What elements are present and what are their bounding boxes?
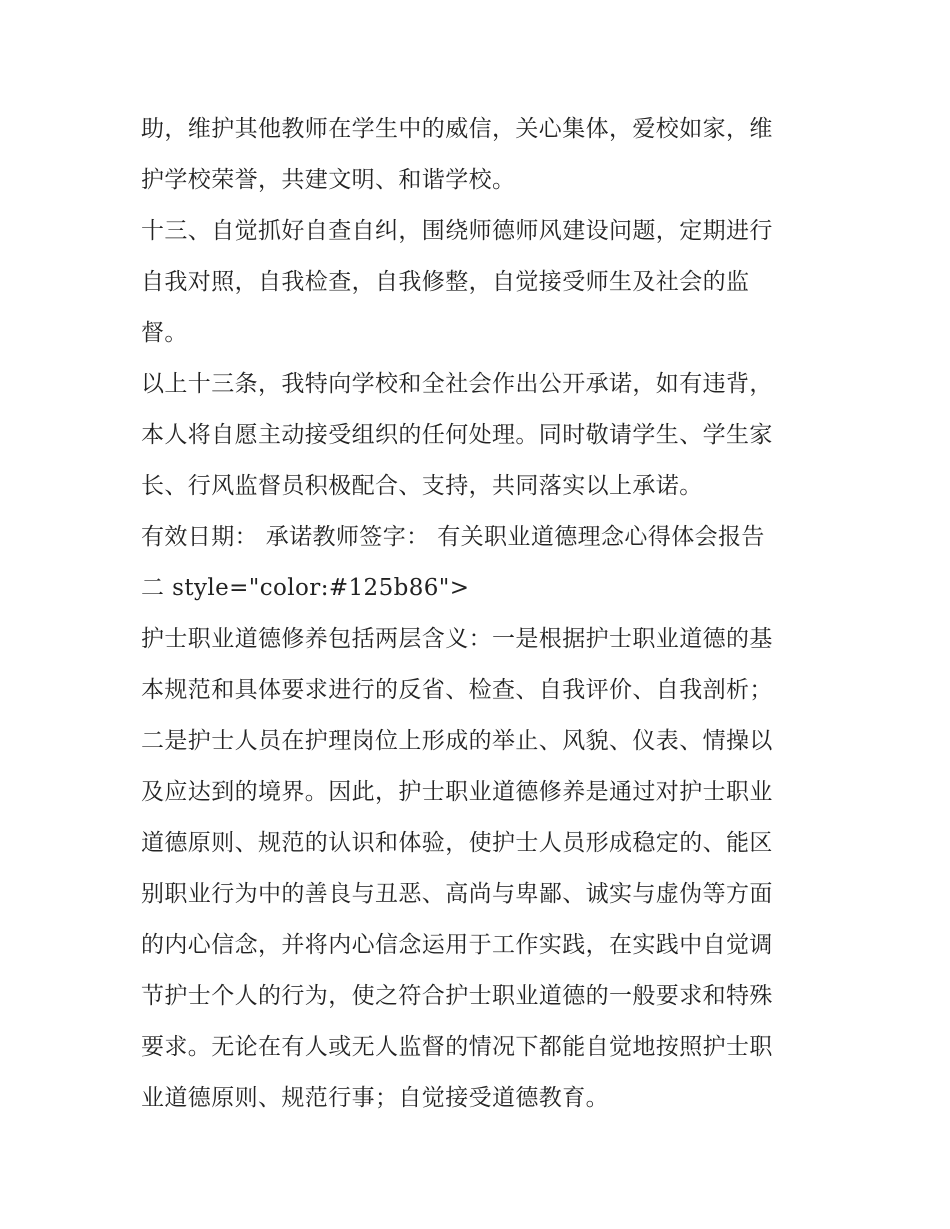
text-line: 业道德原则、规范行事；自觉接受道德教育。	[141, 1085, 609, 1111]
text-line: 本人将自愿主动接受组织的任何处理。同时敬请学生、学生家	[141, 422, 773, 448]
text-line: 助，维护其他教师在学生中的威信，关心集体，爱校如家，维	[141, 116, 773, 142]
text-line: 十三、自觉抓好自查自纠，围绕师德师风建设问题，定期进行	[141, 218, 773, 244]
text-line: 道德原则、规范的认识和体验，使护士人员形成稳定的、能区	[141, 830, 773, 856]
document-body	[141, 104, 821, 1124]
text-line: 要求。无论在有人或无人监督的情况下都能自觉地按照护士职	[141, 1034, 773, 1060]
text-line: 长、行风监督员积极配合、支持，共同落实以上承诺。	[141, 473, 703, 499]
text-line: 护士职业道德修养包括两层含义：一是根据护士职业道德的基	[141, 626, 773, 652]
text-line: 及应达到的境界。因此，护士职业道德修养是通过对护士职业	[141, 779, 773, 805]
text-line: 本规范和具体要求进行的反省、检查、自我评价、自我剖析；	[141, 677, 773, 703]
text-line: 节护士个人的行为，使之符合护士职业道德的一般要求和特殊	[141, 983, 773, 1009]
text-line: 督。	[141, 320, 188, 346]
text-line: 二 style="color:#125b86">	[141, 575, 470, 601]
text-line: 的内心信念，并将内心信念运用于工作实践，在实践中自觉调	[141, 932, 773, 958]
text-line: 有效日期： 承诺教师签字： 有关职业道德理念心得体会报告	[141, 524, 765, 550]
text-line: 二是护士人员在护理岗位上形成的举止、风貌、仪表、情操以	[141, 728, 773, 754]
text-line: 自我对照，自我检查，自我修整，自觉接受师生及社会的监	[141, 269, 750, 295]
text-line: 护学校荣誉，共建文明、和谐学校。	[141, 167, 516, 193]
text-line: 以上十三条，我特向学校和全社会作出公开承诺，如有违背，	[141, 371, 773, 397]
text-line: 别职业行为中的善良与丑恶、高尚与卑鄙、诚实与虚伪等方面	[141, 881, 773, 907]
